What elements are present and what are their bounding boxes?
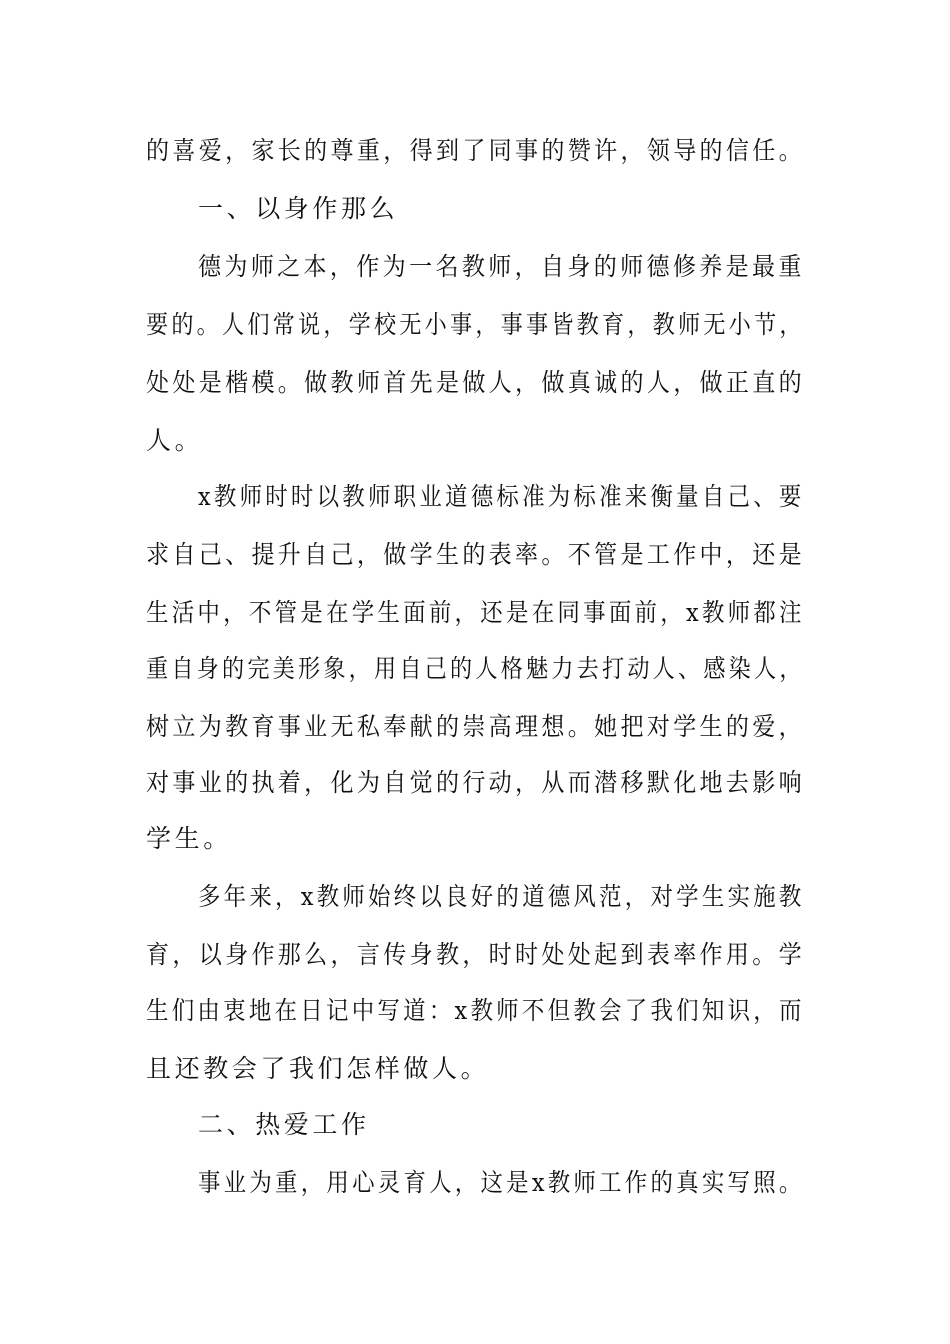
text-line: 要的。人们常说，学校无小事，事事皆教育，教师无小节， xyxy=(146,310,805,339)
section-heading: 二、热爱工作 xyxy=(198,1110,370,1139)
text-line: 生们由衷地在日记中写道：x教师不但教会了我们知识，而 xyxy=(146,996,805,1025)
text-line: 育，以身作那么，言传身教，时时处处起到表率作用。学 xyxy=(146,940,806,969)
text-line: 求自己、提升自己，做学生的表率。不管是工作中，还是 xyxy=(146,540,806,569)
text-line: 生活中，不管是在学生面前，还是在同事面前，x教师都注 xyxy=(146,598,805,627)
text-line: 树立为教育事业无私奉献的崇高理想。她把对学生的爱， xyxy=(146,712,806,741)
text-line: 多年来，x教师始终以良好的道德风范，对学生实施教 xyxy=(198,882,805,911)
text-line: 处处是楷模。做教师首先是做人，做真诚的人，做正直的 xyxy=(146,368,806,397)
text-line: 事业为重，用心灵育人，这是x教师工作的真实写照。 xyxy=(198,1168,805,1197)
text-line: 且还教会了我们怎样做人。 xyxy=(146,1054,490,1083)
text-line: 人。 xyxy=(146,426,204,455)
text-line: 对事业的执着，化为自觉的行动，从而潜移默化地去影响 xyxy=(146,768,806,797)
text-line: 的喜爱，家长的尊重，得到了同事的赞许，领导的信任。 xyxy=(146,136,806,165)
section-heading: 一、以身作那么 xyxy=(198,194,399,223)
text-line: 德为师之本，作为一名教师，自身的师德修养是最重 xyxy=(198,252,805,281)
text-line: 重自身的完美形象，用自己的人格魅力去打动人、感染人， xyxy=(146,654,805,683)
text-line: x教师时时以教师职业道德标准为标准来衡量自己、要 xyxy=(198,482,805,511)
text-line: 学生。 xyxy=(146,824,232,853)
